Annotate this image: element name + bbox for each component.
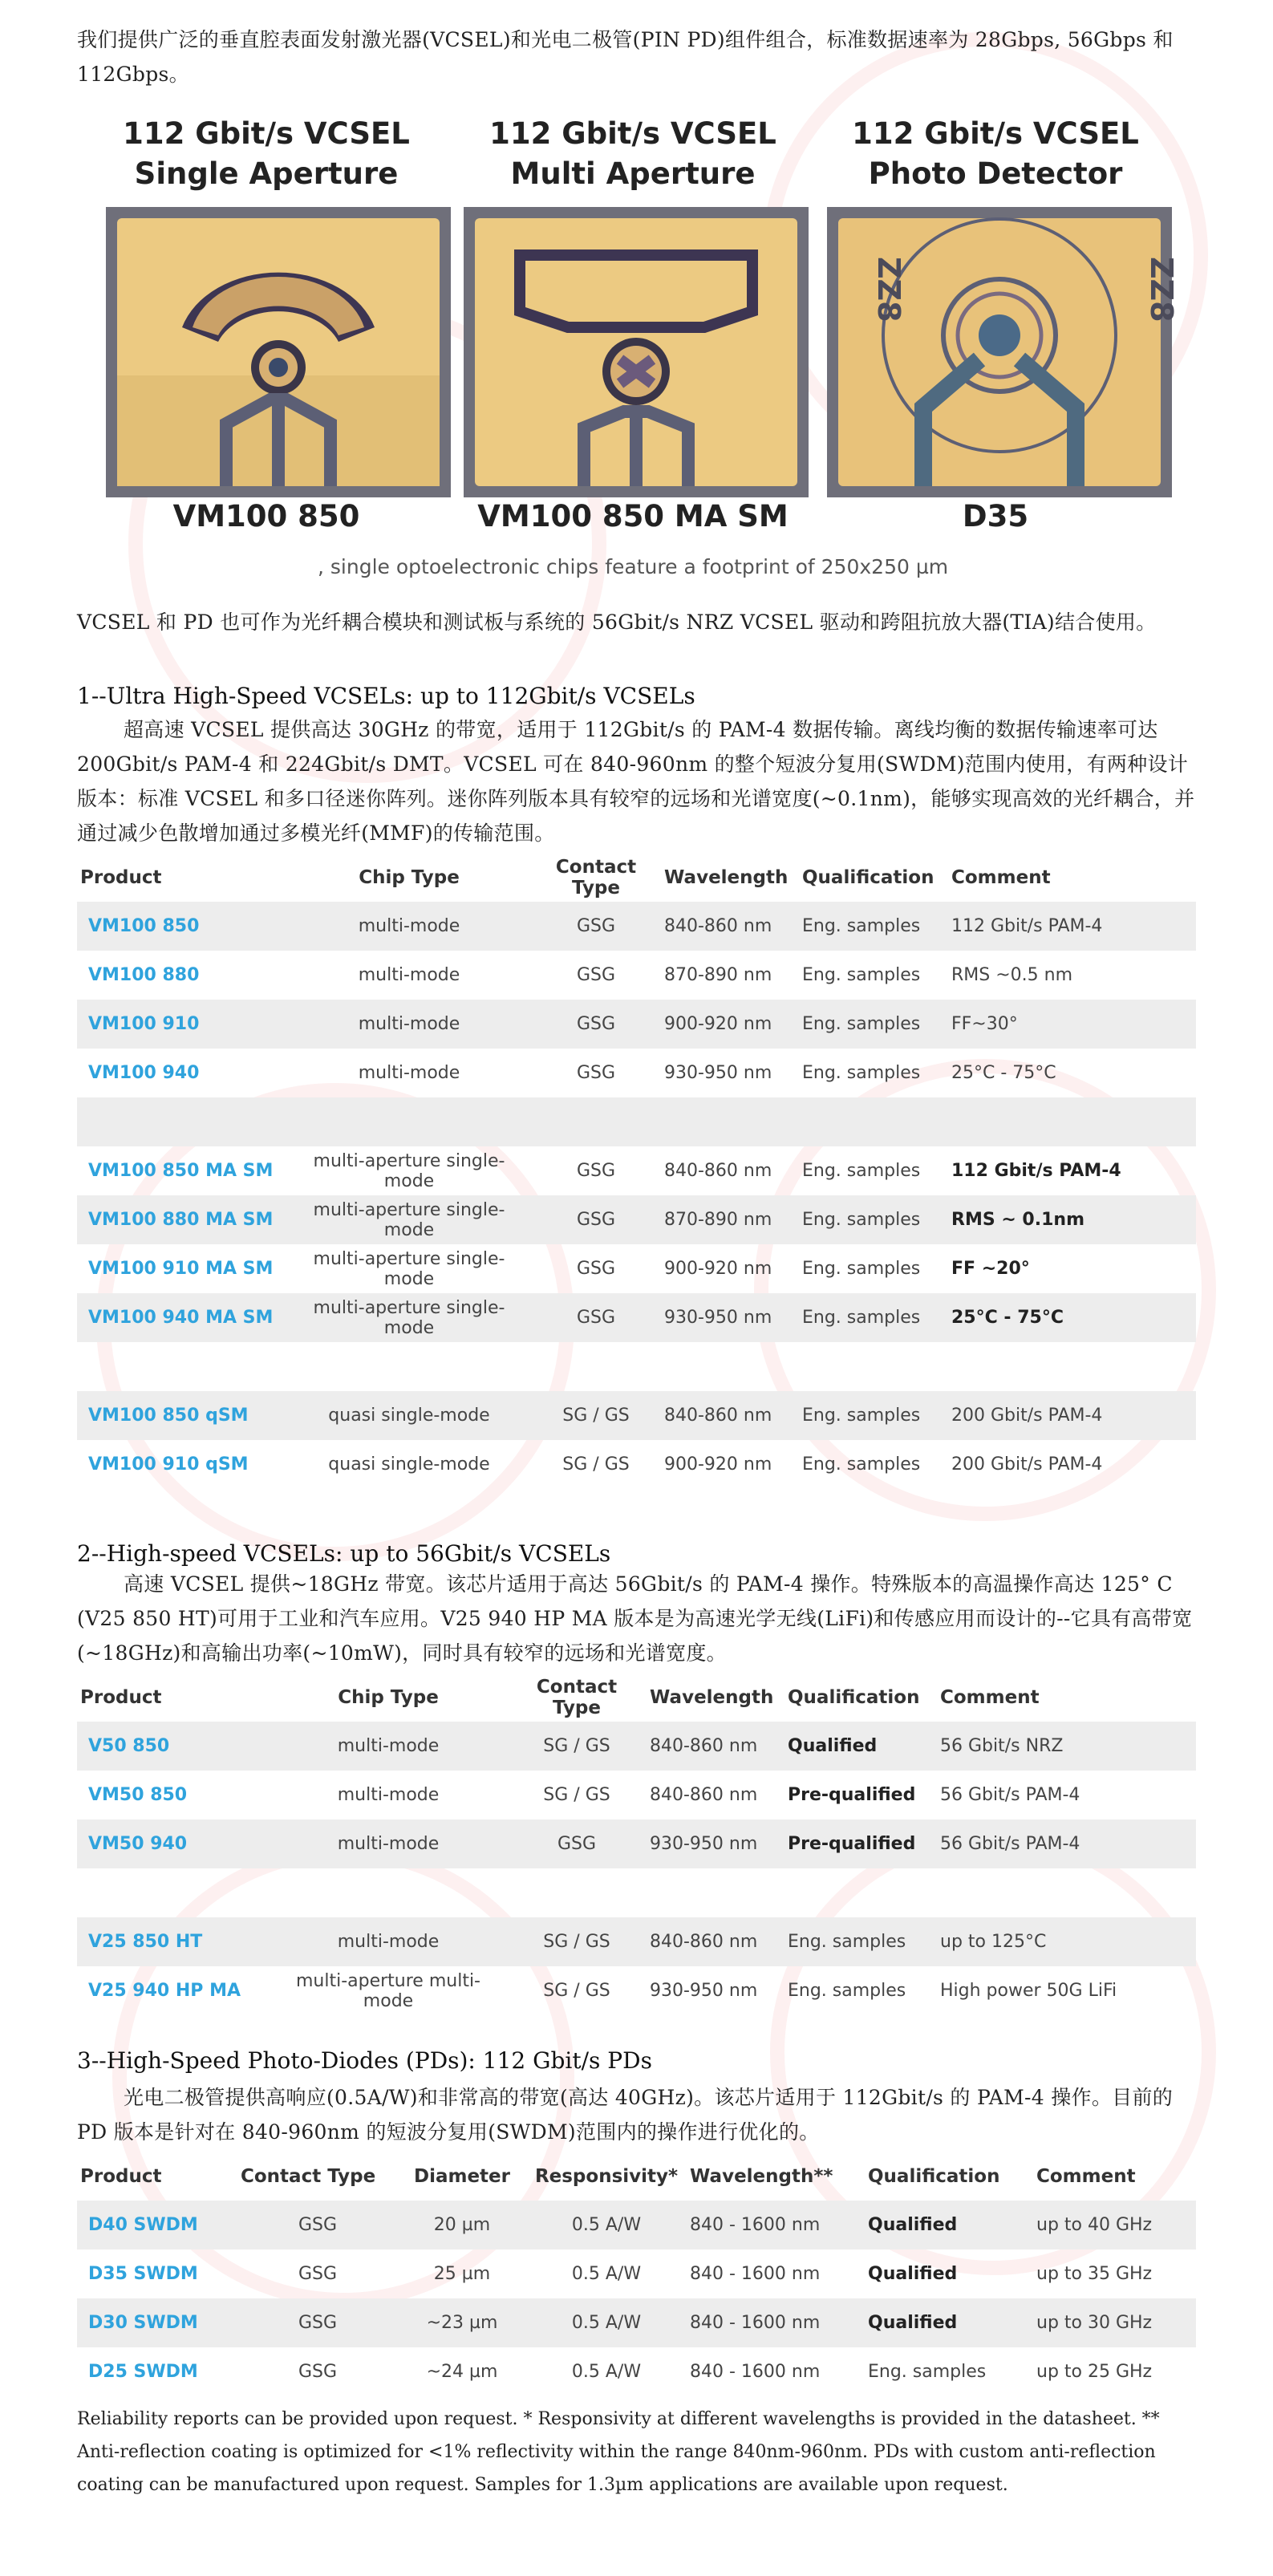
table-cell: 930-950 nm [661, 1293, 799, 1342]
column-header: Qualification [788, 1687, 920, 1708]
table-cell: SG / GS [543, 1981, 610, 2001]
table-spacer-row [77, 1097, 1196, 1146]
product-link[interactable]: VM100 850 [77, 902, 287, 951]
table-cell: 840-860 nm [661, 1391, 799, 1440]
chip-title-2: 112 Gbit/s VCSEL Multi Aperture [489, 116, 776, 191]
table-row [77, 1244, 1196, 1293]
table-cell: multi-aperture multi-mode [295, 1970, 480, 2011]
section-2-text: 高速 VCSEL 提供~18GHz 带宽。该芯片适用于高达 56Gbit/s 的 PAM-4 操作。特殊版本的高温操作高达 125° C (V25 850 HT)可用于工业和汽车应用。V25 940 HP MA 版本是为高速光学无线(LiFi)和传感应用而设计的--它具有高带宽(~18GHz)和高输出功率(~10mW)，同时具有较窄的远场和光谱宽度。 [77, 1572, 1193, 1665]
table-cell [799, 1342, 948, 1391]
product-link[interactable]: VM100 910 [77, 1000, 287, 1049]
column-header: Diameter [414, 2166, 510, 2187]
table-cell: multi-mode [337, 1785, 440, 1805]
table-cell [784, 1868, 937, 1917]
column-header: Responsivity* [534, 2166, 679, 2187]
table-row [77, 1440, 1196, 1489]
table-cell: Qualified [865, 2298, 1033, 2347]
product-link[interactable]: VM100 850 qSM [77, 1391, 287, 1440]
column-header: Comment [951, 867, 1051, 888]
chip-figure [77, 103, 1196, 584]
table-cell: FF~30° [948, 1000, 1196, 1049]
table-cell: GSG [298, 2264, 338, 2284]
table-cell: 870-890 nm [664, 965, 772, 985]
table-row [77, 1917, 1196, 1966]
table-cell: GSG [576, 1161, 616, 1181]
product-link[interactable]: D25 SWDM [88, 2362, 198, 2382]
table-spacer-row [77, 1868, 1196, 1917]
column-header: Product [80, 867, 162, 888]
chip-title-3: 112 Gbit/s VCSEL Photo Detector [852, 116, 1139, 191]
table-cell: 112 Gbit/s PAM-4 [948, 902, 1196, 951]
table-cell: 840-860 nm [650, 1785, 758, 1805]
table-row [77, 1293, 1196, 1342]
table-body [77, 1722, 1196, 2015]
table-cell: 20 µm [398, 2201, 526, 2249]
table-row [77, 1195, 1196, 1244]
table-row [77, 1146, 1196, 1195]
chip-name-3: D35 [962, 499, 1029, 533]
column-header: Comment [1036, 2166, 1136, 2187]
table-cell: High power 50G LiFi [940, 1981, 1117, 2001]
table-cell: SG / GS [543, 1785, 610, 1805]
table-cell: multi-aperture single-mode [287, 1195, 531, 1244]
table-cell [531, 1097, 661, 1146]
product-link[interactable]: VM100 880 MA SM [77, 1195, 287, 1244]
section-1-text: 超高速 VCSEL 提供高达 30GHz 的带宽，适用于 112Gbit/s 的 PAM-4 数据传输。离线均衡的数据传输速率可达 200Gbit/s PAM-4 和 224Gbit/s DMT。VCSEL 可在 840-960nm 的整个短波分复用(SWDM)范围内使用，有两种设计版本：标准 VCSEL 和多口径迷你阵列。迷你阵列版本具有较窄的远场和光谱宽度(~0.1nm)，能够实现高效的光纤耦合，并通过减少色散增加通过多模光纤(MMF)的传输范围。 [77, 718, 1195, 845]
table-row [77, 951, 1196, 1000]
product-link[interactable]: V25 850 HT [77, 1917, 270, 1966]
table-cell: 0.5 A/W [571, 2264, 642, 2284]
table-cell [647, 1868, 784, 1917]
table-cell: up to 25 GHz [1036, 2362, 1153, 2382]
table-cell [948, 1342, 1196, 1391]
table-row [77, 1819, 1196, 1868]
table-cell [287, 1097, 531, 1146]
table-cell [507, 1868, 647, 1917]
table-cell: 870-890 nm [661, 1195, 799, 1244]
footnote: Reliability reports can be provided upon request. * Responsivity at different wavelengths is provided in the datasheet. ** Anti-reflection coating is optimized for <1% reflectivity within the range 840nm-960nm. PDs with custom anti-reflection coating can be manufactured upon request. Samples for 1.3µm applications are available upon request. [77, 2409, 1160, 2495]
table-cell: SG / GS [507, 1917, 647, 1966]
table-cell: 25°C - 75°C [951, 1063, 1056, 1083]
table-cell: 56 Gbit/s PAM-4 [940, 1785, 1080, 1805]
table-cell: 112 Gbit/s PAM-4 [951, 1161, 1121, 1181]
table-row [77, 1000, 1196, 1049]
table-cell: 840 - 1600 nm [687, 2201, 865, 2249]
photo-diode-table [77, 2152, 1196, 2396]
table-cell: multi-aperture single-mode [287, 1293, 531, 1342]
table-row [77, 1722, 1196, 1771]
table-cell: 840-860 nm [661, 902, 799, 951]
section-3-text: 光电二极管提供高响应(0.5A/W)和非常高的带宽(高达 40GHz)。该芯片适用于 112Gbit/s 的 PAM-4 操作。目前的 PD 版本是针对在 840-960nm 的短波分复用(SWDM)范围内的操作进行优化的。 [77, 2086, 1174, 2144]
table-cell: 56 Gbit/s PAM-4 [937, 1819, 1196, 1868]
table-cell: up to 40 GHz [1033, 2201, 1196, 2249]
die-marking-right: ZZ8 [1144, 257, 1179, 323]
table-cell: Pre-qualified [784, 1819, 937, 1868]
table-row [77, 2347, 1196, 2396]
table-cell: SG / GS [562, 1454, 630, 1475]
table-cell: 930-950 nm [650, 1981, 758, 2001]
table-cell: GSG [507, 1819, 647, 1868]
column-header: Qualification [868, 2166, 1000, 2187]
table-cell: 56 Gbit/s NRZ [937, 1722, 1196, 1771]
table-cell: FF ~20° [951, 1259, 1030, 1279]
table-cell: multi-mode [270, 1819, 507, 1868]
product-link[interactable]: VM100 880 [88, 965, 200, 985]
table-cell: Eng. samples [784, 1917, 937, 1966]
table-cell: up to 35 GHz [1036, 2264, 1153, 2284]
table-cell: GSG [531, 1293, 661, 1342]
chip-name-1: VM100 850 [172, 499, 360, 533]
article [77, 0, 1196, 2501]
table-cell: 900-920 nm [664, 1454, 772, 1475]
table-header-row [77, 2152, 1196, 2201]
table-spacer-row [77, 1342, 1196, 1391]
table-cell: Eng. samples [799, 902, 948, 951]
table-cell: 840 - 1600 nm [690, 2362, 821, 2382]
table-cell: Qualified [868, 2264, 958, 2284]
table-body [77, 902, 1196, 1489]
table-row [77, 2249, 1196, 2298]
table-cell: multi-mode [287, 902, 531, 951]
highspeed-vcsel-table [77, 1673, 1196, 2015]
table-row [77, 1391, 1196, 1440]
table-cell: multi-mode [287, 1000, 531, 1049]
table-cell [661, 1097, 799, 1146]
table-cell: GSG [237, 2201, 398, 2249]
table-cell: Eng. samples [802, 1161, 921, 1181]
product-link[interactable]: V50 850 [77, 1722, 270, 1771]
section-2-heading: 2--High-speed VCSELs: up to 56Gbit/s VCSELs [77, 1540, 611, 1567]
table-cell: Pre-qualified [788, 1785, 916, 1805]
product-link[interactable]: VM50 850 [88, 1785, 188, 1805]
chip-title-1: 112 Gbit/s VCSEL Single Aperture [123, 116, 410, 191]
product-link[interactable]: V25 940 HP MA [88, 1981, 241, 2001]
table-cell: Eng. samples [802, 965, 921, 985]
product-link [77, 1868, 270, 1917]
table-cell: 930-950 nm [664, 1063, 772, 1083]
column-header: Contact Type [555, 857, 637, 899]
table-cell: 0.5 A/W [571, 2362, 642, 2382]
table-cell: RMS ~ 0.1nm [948, 1195, 1196, 1244]
table-cell: up to 30 GHz [1033, 2298, 1196, 2347]
table-cell [287, 1342, 531, 1391]
table-cell: Eng. samples [868, 2362, 987, 2382]
table-cell: multi-mode [270, 1917, 507, 1966]
column-header: Product [80, 1687, 162, 1708]
product-link[interactable]: VM100 850 MA SM [88, 1161, 274, 1181]
table-cell: Eng. samples [802, 1454, 921, 1475]
table-cell [531, 1342, 661, 1391]
table-cell: Eng. samples [802, 1063, 921, 1083]
table-cell: SG / GS [531, 1391, 661, 1440]
table-row [77, 2201, 1196, 2249]
table-row [77, 1966, 1196, 2015]
table-cell: multi-aperture single-mode [313, 1150, 505, 1191]
table-cell: GSG [576, 1063, 616, 1083]
table-cell: GSG [237, 2298, 398, 2347]
table-cell: 930-950 nm [647, 1819, 784, 1868]
column-header: Qualification [802, 867, 934, 888]
table-cell: Eng. samples [788, 1981, 906, 2001]
table-cell: ~24 µm [426, 2362, 498, 2382]
table-cell: ~23 µm [398, 2298, 526, 2347]
product-link[interactable]: D40 SWDM [77, 2201, 237, 2249]
column-header: Contact Type [536, 1677, 618, 1718]
table-cell: Eng. samples [799, 1293, 948, 1342]
table-row [77, 902, 1196, 951]
table-cell: GSG [531, 902, 661, 951]
table-cell: 0.5 A/W [526, 2201, 687, 2249]
table-cell [661, 1342, 799, 1391]
table-cell: multi-mode [270, 1722, 507, 1771]
para-fiber-modules: VCSEL 和 PD 也可作为光纤耦合模块和测试板与系统的 56Gbit/s NRZ VCSEL 驱动和跨阻抗放大器(TIA)结合使用。 [77, 611, 1157, 634]
product-link [77, 1342, 287, 1391]
table-header-row [77, 854, 1196, 902]
table-cell: Eng. samples [802, 1259, 921, 1279]
table-header-row [77, 1673, 1196, 1722]
table-cell: Eng. samples [799, 1000, 948, 1049]
table-row [77, 1771, 1196, 1819]
table-cell: 25°C - 75°C [948, 1293, 1196, 1342]
table-cell: quasi single-mode [328, 1454, 490, 1475]
table-cell: 840-860 nm [647, 1722, 784, 1771]
table-cell: RMS ~0.5 nm [951, 965, 1073, 985]
vcsel-single-aperture-chip-image [106, 207, 451, 497]
table-cell: GSG [576, 1259, 616, 1279]
column-header: Contact Type [241, 2166, 376, 2187]
product-link[interactable]: VM100 940 MA SM [77, 1293, 287, 1342]
column-header: Chip Type [359, 867, 460, 888]
table-cell: up to 125°C [937, 1917, 1196, 1966]
table-cell [799, 1097, 948, 1146]
intro-paragraph: 我们提供广泛的垂直腔表面发射激光器(VCSEL)和光电二极管(PIN PD)组件组合，标准数据速率为 28Gbps, 56Gbps 和 112Gbps。 [77, 28, 1174, 86]
table-cell: 900-920 nm [661, 1000, 799, 1049]
section-3-heading: 3--High-Speed Photo-Diodes (PDs): 112 Gbit/s PDs [77, 2047, 652, 2074]
table-cell: 840-860 nm [647, 1917, 784, 1966]
table-cell: Eng. samples [799, 1391, 948, 1440]
ultra-highspeed-vcsel-table [77, 854, 1196, 1489]
table-cell: 900-920 nm [664, 1259, 772, 1279]
table-cell: SG / GS [507, 1722, 647, 1771]
table-cell: 840-860 nm [664, 1161, 772, 1181]
table-cell: 25 µm [433, 2264, 491, 2284]
table-cell: 840 - 1600 nm [687, 2298, 865, 2347]
table-cell: multi-aperture single-mode [313, 1248, 505, 1289]
table-cell: multi-mode [358, 965, 460, 985]
table-cell [937, 1868, 1196, 1917]
chip-name-2: VM100 850 MA SM [477, 499, 789, 533]
column-header: Comment [940, 1687, 1040, 1708]
table-cell: Qualified [784, 1722, 937, 1771]
table-cell: 840 - 1600 nm [690, 2264, 821, 2284]
photo-detector-chip-image [827, 207, 1179, 497]
column-header: Wavelength [664, 867, 789, 888]
figure-caption: , single optoelectronic chips feature a footprint of 250x250 µm [318, 555, 949, 578]
product-link[interactable]: VM100 940 [88, 1063, 200, 1083]
product-link[interactable]: D35 SWDM [88, 2264, 198, 2284]
product-link [77, 1097, 287, 1146]
table-cell: Qualified [865, 2201, 1033, 2249]
table-row [77, 2298, 1196, 2347]
product-link[interactable]: VM100 910 qSM [88, 1454, 249, 1475]
product-link[interactable]: VM50 940 [77, 1819, 270, 1868]
table-body [77, 2201, 1196, 2396]
section-1-heading: 1--Ultra High-Speed VCSELs: up to 112Gbit/s VCSELs [77, 683, 695, 709]
column-header: Wavelength** [690, 2166, 833, 2187]
column-header: Product [80, 2166, 162, 2187]
table-cell: GSG [576, 965, 616, 985]
table-cell: multi-mode [358, 1063, 460, 1083]
product-link[interactable]: D30 SWDM [77, 2298, 237, 2347]
column-header: Wavelength [650, 1687, 774, 1708]
column-header: Chip Type [338, 1687, 439, 1708]
table-cell: 200 Gbit/s PAM-4 [948, 1391, 1196, 1440]
vcsel-multi-aperture-chip-image [464, 207, 809, 497]
table-cell [948, 1097, 1196, 1146]
table-cell: quasi single-mode [287, 1391, 531, 1440]
table-cell: 0.5 A/W [526, 2298, 687, 2347]
table-cell: GSG [298, 2362, 338, 2382]
table-cell [270, 1868, 507, 1917]
product-link[interactable]: VM100 910 MA SM [88, 1259, 274, 1279]
table-cell: Eng. samples [799, 1195, 948, 1244]
table-row [77, 1049, 1196, 1097]
die-marking-left: ZZ8 [871, 257, 906, 323]
table-cell: GSG [531, 1195, 661, 1244]
table-cell: 200 Gbit/s PAM-4 [951, 1454, 1103, 1475]
table-cell: GSG [531, 1000, 661, 1049]
